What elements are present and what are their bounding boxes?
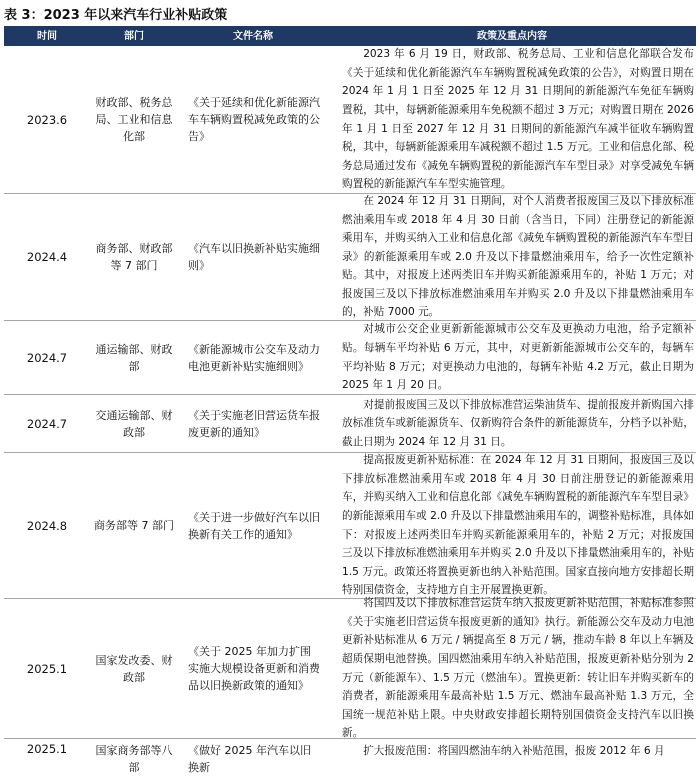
table-row — [4, 739, 696, 774]
row-time: 2025.1 — [26, 661, 68, 676]
row-content-text: 扩大报废范围：将国四燃油车纳入补贴范围，报废 2012 年 6 月 — [363, 745, 665, 757]
row-content-text: 将国四及以下排放标准营运货车纳入报废更新补贴范围，补贴标准参照《关于实施老旧营运货车报废更新的通知》执行。新能源公交车及动力电池更新补贴标准从 6 万元 / 辆提高至 8 万元 / 辆，推动车龄 8 年以上车辆及超质保期电池替换。国四燃油乘用车纳入补贴范围，报废更新补贴分别为 2 万元（新能源车）、1.5 万元（燃油车）。置换更新：转让旧车并购买新车的消费者，新能源乘用车最高补贴 1.5 万元、燃油车最高补贴 1.3 万元，全国统一规范补贴上限。中央财政安排超长期特别国债资金支持汽车以旧换新。 — [342, 597, 694, 740]
row-dept: 国家商务部等八部 — [95, 744, 173, 774]
row-time: 2024.8 — [26, 518, 68, 533]
row-doc: 《关于进一步做好汽车以旧换新有关工作的通知》 — [188, 510, 320, 541]
table-row — [4, 453, 696, 599]
table-title: 表 3：2023 年以来汽车行业补贴政策 — [4, 8, 228, 23]
table-row — [4, 599, 696, 739]
row-content — [328, 395, 696, 452]
table-row — [4, 321, 696, 395]
row-dept: 商务部等 7 部门 — [94, 519, 174, 532]
row-content — [328, 739, 696, 765]
row-content-text: 在 2024 年 12 月 31 日期间，对个人消费者报废国三及以下排放标准燃油乘用车或 2018 年 4 月 30 日前（含当日，下同）注册登记的新能源乘用车，并购买纳入工业和信息化部《减免车辆购置税的新能源汽车车型目录》的新能源乘用车或 2.0 升及以下排量燃油乘用车，给予一次性定额补贴。其中，对报废上述两类旧车并购买新能源乘用车的，补贴 1 万元；对报废国三及以下排放标准燃油乘用车并购买 2.0 升及以下排量燃油乘用车的，补贴 7000 元。 — [342, 194, 694, 319]
row-time: 2024.4 — [26, 250, 68, 264]
table-row — [4, 194, 696, 321]
row-dept: 商务部、财政部等 7 部门 — [95, 242, 173, 272]
row-doc: 《关于 2025 年加力扩围实施大规模设备更新和消费品以旧换新政策的通知》 — [188, 645, 320, 692]
row-content-text: 对提前报废国三及以下排放标准营运柴油货车、提前报废并新购国六排放标准货车或新能源货车、仅新购符合条件的新能源货车，分档予以补贴，截止日期为 2024 年 12 月 31 日。 — [342, 398, 694, 448]
row-content — [328, 194, 696, 320]
table-row — [4, 395, 696, 453]
row-content — [328, 46, 696, 193]
row-content-text: 对城市公交企业更新新能源城市公交车及更换动力电池，给予定额补贴。每辆车平均补贴 6 万元，其中，对更新新能源城市公交车的，每辆车平均补贴 8 万元；对更换动力电池的，每辆车补贴 4.2 万元，截止日期为 2025 年 1 月 20 日。 — [342, 323, 694, 392]
row-content-text: 提高报废更新补贴标准：在 2024 年 12 月 31 日期间，报废国三及以下排放标准燃油乘用车或 2018 年 4 月 30 日前注册登记的新能源乘用车，并购买纳入工业和信息化部《减免车辆购置税的新能源汽车车型目录》的新能源乘用车或 2.0 升及以下排量燃油乘用车的，调整补贴标准，具体如下：对报废上述两类旧车并购买新能源乘用车的，补贴 2 万元；对报废国三及以下排放标准燃油乘用车并购买 2.0 升及以下排量燃油乘用车的，补贴 1.5 万元。政策还将置换更新也纳入补贴范围。国家直接向地方安排超长期特别国债资金，支持地方自主开展置换更新。 — [342, 454, 694, 597]
table-header — [4, 28, 696, 46]
header-time: 时间 — [37, 31, 57, 42]
row-dept: 交通运输部、财政部 — [95, 408, 173, 439]
row-dept: 国家发改委、财政部 — [95, 653, 173, 684]
row-time: 2024.7 — [26, 416, 68, 431]
row-doc: 《关于实施老旧营运货车报废更新的通知》 — [188, 408, 320, 439]
row-dept: 通运输部、财政部 — [95, 342, 173, 373]
row-doc: 《做好 2025 年汽车以旧换新 — [188, 744, 311, 774]
row-time: 2023.6 — [26, 112, 68, 127]
row-content — [328, 453, 696, 598]
header-dept: 部门 — [124, 31, 144, 42]
row-doc: 《新能源城市公交车及动力电池更新补贴实施细则》 — [188, 342, 320, 373]
header-doc: 文件名称 — [233, 31, 273, 42]
row-dept: 财政部、税务总局、工业和信息化部 — [95, 96, 173, 143]
row-content-text: 2023 年 6 月 19 日，财政部、税务总局、工业和信息化部联合发布《关于延续和优化新能源汽车车辆购置税减免政策的公告》，对购置日期在 2024 年 1 月 1 日至 2025 年 12 月 31 日期间的新能源汽车免征车辆购置税，其中，每辆新能源乘用车免税额不超过 3 万元；对购置日期在 2026 年 1 月 1 日至 2027 年 12 月 31 日期间的新能源汽车减半征收车辆购置税，其中，每辆新能源乘用车减税额不超过 1.5 万元。工业和信息化部、税务总局通过发布《减免车辆购置税的新能源汽车车型目录》对享受减免车辆购置税的新能源汽车车型实施管理。 — [342, 48, 694, 191]
row-time: 2025.1 — [26, 742, 68, 756]
row-content — [328, 321, 696, 394]
row-doc: 《汽车以旧换新补贴实施细则》 — [188, 242, 320, 272]
row-time: 2024.7 — [26, 350, 68, 365]
header-content: 政策及重点内容 — [477, 31, 547, 42]
row-doc: 《关于延续和优化新能源汽车车辆购置税减免政策的公告》 — [188, 96, 320, 143]
table-row — [4, 46, 696, 194]
row-content — [328, 599, 696, 738]
